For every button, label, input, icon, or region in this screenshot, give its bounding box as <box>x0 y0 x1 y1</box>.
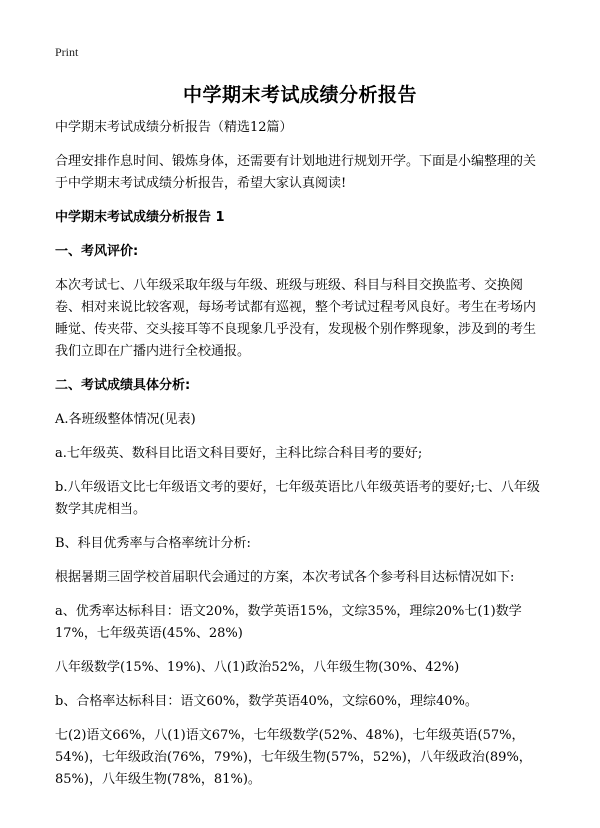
section1-body: 本次考试七、八年级采取年级与年级、班级与班级、科目与科目交换监考、交换阅卷、相对来说比较客观，每场考试都有巡视，整个考试过程考风良好。考生在考场内睡觉、传夹带、交头接耳等不良现象几乎没有，发现极个别作弊现象，涉及到的考生我们立即在广播内进行全校通报。 <box>55 278 537 359</box>
pass-rate: b、合格率达标科目：语文60%，数学英语40%，文综60%，理综40%。 <box>55 694 478 709</box>
section1-heading: 一、考风评价: <box>55 244 139 259</box>
item-a1: a.七年级英、数科目比语文科目要好，主科比综合科目考的要好; <box>55 446 423 461</box>
intro-paragraph: 合理安排作息时间、锻炼身体，还需要有计划地进行规划开学。下面是小编整理的关于中学期末考试成绩分析报告，希望大家认真阅读! <box>55 154 537 191</box>
item-b1: b.八年级语文比七年级语文考的要好，七年级英语比八年级英语考的要好;七、八年级数学其虎相当。 <box>55 480 540 517</box>
class-results: 七(2)语文66%，八(1)语文67%，七年级数学(52%、48%)，七年级英语(57%，54%)，七年级政治(76%，79%)，七年级生物(57%，52%)，八年级政治(89%，85%)，八年级生物(78%，81%)。 <box>55 728 532 787</box>
subtitle: 中学期末考试成绩分析报告（精选12篇） <box>55 120 293 135</box>
document-body <box>55 117 547 803</box>
print-label[interactable]: Print <box>55 45 79 59</box>
report-heading: 中学期末考试成绩分析报告 1 <box>55 210 225 225</box>
item-a: A.各班级整体情况(见表) <box>55 412 196 427</box>
section2-heading: 二、考试成绩具体分析: <box>55 378 191 393</box>
page-title: 中学期末考试成绩分析报告 <box>182 84 417 106</box>
item-b-intro: 根据暑期三固学校首届职代会通过的方案，本次考试各个参考科目达标情况如下: <box>55 570 515 585</box>
excellent-rate: a、优秀率达标科目：语文20%，数学英语15%，文综35%，理综20%七(1)数学17%，七年级英语(45%、28%) <box>55 604 522 641</box>
item-b: B、科目优秀率与合格率统计分析: <box>55 536 251 551</box>
grade8-math: 八年级数学(15%、19%)、八(1)政治52%，八年级生物(30%、42%) <box>55 660 460 675</box>
